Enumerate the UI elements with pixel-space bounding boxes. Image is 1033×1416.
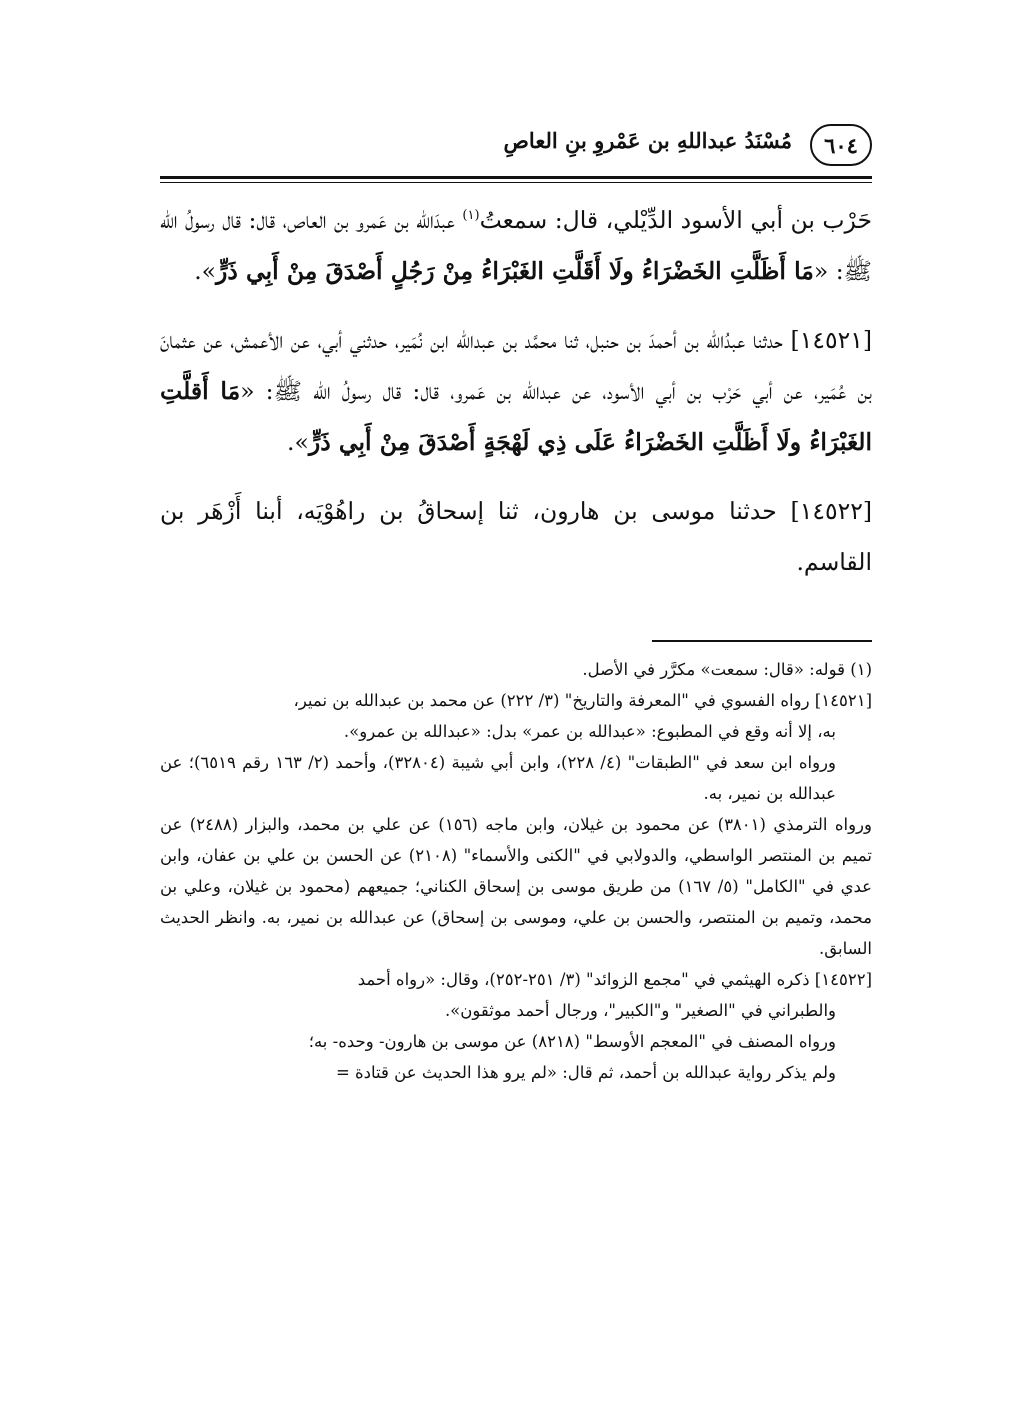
footnote-1: (١) قوله: «قال: سمعت» مكرَّر في الأصل. [582,660,872,679]
footnote-14522-b: والطبراني في "الصغير" و"الكبير"، ورجال أحمد موثقون». [444,1001,836,1020]
paragraph-2 [160,315,872,468]
para1-text-a: حَرْب بن أبي الأسود الدِّيْلي، قال: سمعتُ [479,206,872,234]
hadith-text: مَا أَظَلَّتِ الخَضْرَاءُ ولَا أَقَلَّتِ الغَبْرَاءُ مِنْ رَجُلٍ أَصْدَقَ مِنْ أَبِي ذَرٍّ [216,257,814,285]
header-rule-thick [160,176,872,179]
paragraph-3 [160,486,872,588]
footnote-14522-c: ورواه المصنف في "المعجم الأوسط" (٨٢١٨) عن موسى بن هارون- وحده- به؛ [308,1032,836,1051]
running-title: مُسْنَدُ عبداللهِ بن عَمْروِ بنِ العاصِ [503,128,792,153]
para1-text-b: عبدَالله بن عَمرو بن العاص، قال: قال رسولُ الله ﷺ: « [160,206,872,285]
paragraph-1 [160,195,872,297]
para3-text: حدثنا موسى بن هارون، ثنا إسحاقُ بن راهُوْيَه، أبنا أَزْهَر بن القاسم. [160,497,872,576]
hadith-text: مَا أَقلَّتِ الغَبْرَاءُ ولَا أَظَلَّتِ الخَضْرَاءُ عَلَى ذِي لَهْجَةٍ أَصْدَقَ مِنْ أَبِي ذَرٍّ [160,377,872,456]
footnote-14522-a: [١٤٥٢٢] ذكره الهيثمي في "مجمع الزوائد" (٣/ ٢٥١-٢٥٢)، وقال: «رواه أحمد [357,970,872,989]
para1-text-c: ». [194,257,217,285]
footnote-ref: (١) [462,208,480,224]
footnote-separator [652,640,872,642]
main-text [160,195,872,588]
para2-text-a: حدثنا عبدُالله بن أحمدَ بن حنبل، ثنا محمَّد بن عبدالله ابن نُمَير، حدثني أبي، عن الأعمش، عن عثمانَ بن عُمَير، عن أبي حَرْب بن أبي الأسود، عن عبدالله بن عَمرو، قال: قال رسولُ الله ﷺ: « [160,326,872,405]
header-rule-thin [160,182,872,183]
footnote-14521-b: به، إلا أنه وقع في المطبوع: «عبدالله بن عمر» بدل: «عبدالله بن عمرو». [343,722,836,741]
footnote-14522-d: ولم يذكر رواية عبدالله بن أحمد، ثم قال: «لم يرو هذا الحديث عن قتادة = [335,1063,836,1082]
hadith-number: [١٤٥٢١] [790,326,872,354]
footnotes [160,654,872,1088]
footnote-14521-a: [١٤٥٢١] رواه الفسوي في "المعرفة والتاريخ" (٣/ ٢٢٢) عن محمد بن عبدالله بن نمير، [293,691,872,710]
para2-text-b: ». [287,428,309,456]
footnote-14521-d: ورواه الترمذي (٣٨٠١) عن محمود بن غيلان، وابن ماجه (١٥٦) عن علي بن محمد، والبزار (٢٤٨٨) عن تميم بن المنتصر الواسطي، والدولابي في "الكنى والأسماء" (٢١٠٨) عن الحسن بن علي بن عفان، وابن عدي في "الكامل" (٥/ ١٦٧) من طريق موسى بن إسحاق الكناني؛ جميعهم (محمود بن غيلان، وعلي بن محمد، وتميم بن المنتصر، والحسن بن علي، وموسى بن إسحاق) عن عبدالله بن نمير، به. وانظر الحديث السابق. [160,815,873,958]
footnote-separator-wrap [160,598,872,654]
page-number: ٦٠٤ [810,124,872,166]
hadith-number: [١٤٥٢٢] [790,497,872,525]
page-header [160,120,872,176]
footnote-14521-c: ورواه ابن سعد في "الطبقات" (٤/ ٢٢٨)، وابن أبي شيبة (٣٢٨٠٤)، وأحمد (٢/ ١٦٣ رقم ٦٥١٩)؛ عن عبدالله بن نمير، به. [160,753,836,803]
book-page [160,120,872,1400]
